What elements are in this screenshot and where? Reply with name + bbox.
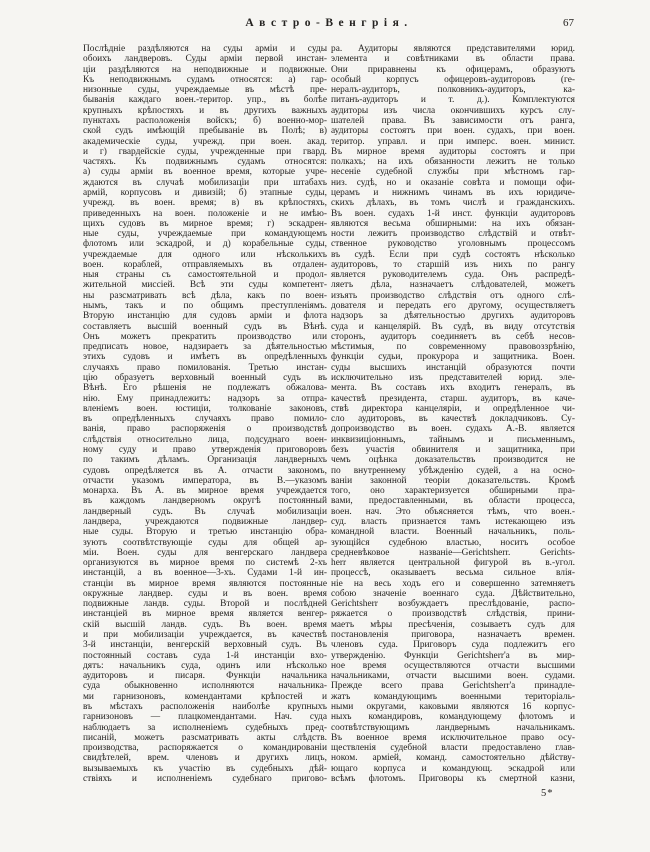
text-line: ландвера, учреждаются подвижные ландвер- (83, 516, 327, 527)
text-line: мѣстимыя, по современному правовоззрѣнію, (331, 342, 575, 353)
text-line: ющаго корпуса и командующ. эскадрой или (331, 763, 575, 774)
text-line: нымъ, такъ и по общимъ преступленіямъ. (83, 301, 327, 312)
text-line: организуются въ мирное время по системѣ 2-хъ (83, 558, 327, 569)
text-line: этихъ судовъ и имѣетъ въ опредѣленныхъ (83, 352, 327, 363)
text-line: судовъ опредѣляется въ А. отчасти закономъ, (83, 465, 327, 476)
text-line: отчасти указомъ императора, въ В.—указомъ (83, 475, 327, 486)
text-line: инстанціей въ мирное время является венгер- (83, 609, 327, 620)
text-line: жительной миссіей. Всѣ эти суды компетент- (83, 280, 327, 291)
text-line: аудиторовъ и писаря. Функціи начальника (83, 671, 327, 682)
text-line: элемента и совѣтниками въ области права. (331, 54, 575, 65)
text-line: низ. судѣ, но и оказаніе совѣта и помощи офи- (331, 177, 575, 188)
text-line: частяхъ. Къ подвижнымъ судамъ относятся: (83, 157, 327, 168)
text-line: низонные суды, учреждаемые въ мѣстѣ пре- (83, 85, 327, 96)
page-header-title: Австро-Венгрія. (245, 17, 413, 29)
text-line: ное время осуществляются отчасти высшими (331, 660, 575, 671)
text-line: инквизиціоннымъ, тайнымъ и письменнымъ, (331, 434, 575, 445)
text-line: Послѣдніе раздѣляются на суды арміи и суды (83, 44, 327, 54)
text-line: вленіемъ воен. юстиціи, толкованіе законовъ, (83, 403, 327, 414)
text-line: монарха. Въ А. въ мирное время учреждается (83, 486, 327, 497)
text-line: обоихъ ландверовъ. Суды арміи первой инстан- (83, 54, 327, 65)
text-line: скій высшій ландв. судъ. Въ воен. время (83, 619, 327, 630)
text-line: того, оно характеризуется обширными пра- (331, 486, 575, 497)
text-line: академическіе суды, учрежд. при воен. акад. (83, 136, 327, 147)
text-line: ные суды. Вторую и третью инстанцію обра- (83, 527, 327, 538)
text-line: вызываемыхъ къ участію въ судебныхъ дѣй- (83, 763, 327, 774)
text-line: ствѣ директора канцеляріи, и опредѣленное чи- (331, 403, 575, 414)
text-line: Въ военное время исключительное право осу- (331, 732, 575, 743)
text-line: изъять производство слѣдствія отъ одного слѣ- (331, 290, 575, 301)
text-line: нералъ-аудиторъ, полковникъ-аудиторъ, ка- (331, 85, 575, 96)
page-number: 67 (563, 17, 574, 29)
text-line: составляетъ высшій военный судъ въ Вѣнѣ. (83, 321, 327, 332)
text-line: качествѣ президента, старш. аудиторъ, въ каче- (331, 393, 575, 404)
text-line: церамъ и нижнимъ чинамъ въ ихъ юридиче- (331, 187, 575, 198)
text-line: соотвѣтствующимъ ландвернымъ начальникамъ. (331, 722, 575, 733)
text-line: быванія каждаго воен.-територ. упр., въ болѣе (83, 95, 327, 106)
text-line: членовъ суда. Приговоръ суда подлежитъ его (331, 640, 575, 651)
text-line: суда обыкновенно исполняются начальника- (83, 681, 327, 692)
text-line: зующійся судебною властью, носитъ особое (331, 537, 575, 548)
text-line: аудиторы состоятъ при воен. судахъ, при воен. (331, 126, 575, 137)
text-line: ми гарнизоновъ, комендантами крѣпостей и (83, 691, 327, 702)
text-line: аудиторы изъ числа окончившихъ курсъ слу- (331, 105, 575, 116)
text-line: ными округами, каковыми являются 16 корпус- (331, 702, 575, 712)
text-line: учрежд. въ воен. время; в) въ крѣпостяхъ, (83, 198, 327, 209)
text-column-right (331, 44, 575, 784)
text-line: ноком. арміей, команд. самостоятельно дѣйству- (331, 753, 575, 764)
text-line: является руководителемъ суда. Онъ распредѣ- (331, 270, 575, 281)
text-line: постоянный составъ суда 1-й инстанціи вхо- (83, 650, 327, 661)
text-line: слѣдствія относительно лица, подсуднаго воен- (83, 434, 327, 445)
text-line: Они приравнены къ офицерамъ, образуютъ (331, 64, 575, 75)
text-line: мента. Въ составъ ихъ входитъ генералъ, въ (331, 383, 575, 394)
text-line: исключительно изъ представителей юрид. эле- (331, 373, 575, 383)
text-line: аудиторовъ, то старшій изъ нихъ по рангу (331, 259, 575, 270)
text-line: ному суду и право утвержденія приговоровъ (83, 444, 327, 455)
text-line: процессѣ, оказываетъ весьма сильное влія- (331, 568, 575, 579)
text-line: подвижные ландв. суды. Второй и послѣдней (83, 599, 327, 610)
text-column-left (83, 44, 327, 784)
text-line: ныхъ командировъ, командующему флотомъ и (331, 712, 575, 723)
text-line: міи. Воен. суды для венгерскаго ландвера (83, 547, 327, 558)
text-line: являются весьма обширными: на ихъ обязан- (331, 218, 575, 229)
text-line: командной власти. Военный начальникъ, поль- (331, 527, 575, 538)
text-line: свидѣтелей, врем. членовъ и другихъ лицъ, (83, 753, 327, 764)
text-line: вами, предоставленными, въ области процесса, (331, 496, 575, 507)
text-line: ждаются въ случаѣ мобилизаціи при штабахъ (83, 177, 327, 188)
text-line: жатъ командующимъ военными територіаль- (331, 691, 575, 702)
text-line: въ каждомъ ландверномъ округѣ постоянный (83, 496, 327, 507)
text-line: територ. управл. и при имперс. воен. минист. (331, 136, 575, 147)
text-line: воен. нач. Это объясняется тѣмъ, что воен.- (331, 506, 575, 517)
text-line: ныя страны съ самостоятельной и продол- (83, 270, 327, 281)
text-line: Gerichtsherr возбуждаетъ преслѣдованіе, распо- (331, 599, 575, 610)
text-line: крупныхъ крѣпостяхъ и въ другихъ важныхъ (83, 105, 327, 116)
text-line: и при мобилизаціи учреждается, въ качествѣ (83, 630, 327, 641)
text-line: питанъ-аудиторъ и т. д.). Комплектуются (331, 95, 575, 106)
text-line: по такимъ дѣламъ. Организація ландверныхъ (83, 455, 327, 466)
text-line: въ судѣ. Если при судѣ состоятъ нѣсколько (331, 249, 575, 260)
signature-mark: 5* (541, 788, 554, 799)
text-line: случаяхъ право помилованія. Третью инстан- (83, 362, 327, 373)
text-line: собою значеніе военнаго суда. Дѣйствительно, (331, 588, 575, 599)
text-line: окружные ландвер. суды и въ воен. время (83, 588, 327, 599)
text-line: производства, распоряжается о командированіи (83, 743, 327, 754)
text-line: дователя и передать его другому, осуществляетъ (331, 301, 575, 312)
text-line: ные суды, учреждаемые при командующемъ (83, 229, 327, 240)
text-line: ландверный судъ. Въ случаѣ мобилизаціи (83, 506, 327, 517)
text-line: писаній, можетъ разсматривать акты слѣдств. (83, 732, 327, 743)
text-line: сло аудиторовъ, въ качествѣ докладчиковъ. Су- (331, 414, 575, 425)
text-line: щихъ судовъ въ мирное время; г) эскадрен- (83, 218, 327, 229)
text-line: безъ участія обвинителя и защитника, при (331, 444, 575, 455)
text-line: наблюдаетъ за исполненіемъ судебныхъ пред- (83, 722, 327, 733)
text-line: учреждаемые для одного или нѣсколькихъ (83, 249, 327, 260)
text-line: скихъ дѣлахъ, въ томъ числѣ и гражданскихъ. (331, 198, 575, 209)
text-line: приведенныхъ на воен. положеніе и не имѣю- (83, 208, 327, 219)
text-line: постановленія приговора, назначаетъ времен. (331, 630, 575, 641)
text-line: Вторую инстанцію для судовъ арміи и флота (83, 311, 327, 322)
text-line: ціи раздѣляются на неподвижные и подвижные. (83, 64, 327, 75)
text-line: herr является центральной фигурой въ в.-угол. (331, 558, 575, 569)
text-line: всѣмъ флотомъ. Приговоры къ смертной казни, (331, 773, 575, 784)
text-line: ности лежитъ производство слѣдствій и отвѣт- (331, 229, 575, 240)
text-line: ніе на весь ходъ его и совершенно затемняетъ (331, 578, 575, 589)
text-line: ваніи законной теоріи доказательствъ. Кромѣ (331, 475, 575, 486)
text-line: цію образуетъ верховный военный судъ въ (83, 373, 327, 383)
text-line: ванія, право распоряженія о производствѣ (83, 424, 327, 435)
text-line: утвержденію. Функціи Gerichtsherr'а въ мир- (331, 650, 575, 661)
text-line: 3-й инстанціи, венгерскій верховный судъ. Въ (83, 640, 327, 651)
text-line: армій, корпусовъ и дивизій; б) этапные суды, (83, 187, 327, 198)
text-line: функціи судьи, прокурора и защитника. Воен. (331, 352, 575, 363)
text-line: ляетъ дѣла, назначаетъ слѣдователей, можетъ (331, 280, 575, 291)
text-line: суд. власть признается тамъ истекающею изъ (331, 516, 575, 527)
text-line: нію. Ему принадлежитъ: надзоръ за отпра- (83, 393, 327, 404)
text-line: предписать новое, надзираетъ за дѣятельностью (83, 342, 327, 353)
text-line: флотомъ или эскадрой, и д) корабельные суды, (83, 239, 327, 250)
text-line: въ мѣстахъ расположенія наиболѣе крупныхъ (83, 702, 327, 712)
text-line: по внутреннему убѣжденію судей, а на осно- (331, 465, 575, 476)
text-line: чемъ оцѣнка доказательствъ производится не (331, 455, 575, 466)
text-line: Онъ можетъ прекратить производство или (83, 331, 327, 342)
text-line: гарнизоновъ — плацкомендантами. Нач. суда (83, 712, 327, 723)
text-line: ствіяхъ и исполненіемъ судебнаго пригово- (83, 773, 327, 784)
text-line: допроизводство въ воен. судахъ А.-В. является (331, 424, 575, 435)
text-line: суды высшихъ инстанцій образуются почти (331, 362, 575, 373)
text-line: ственное руководство уголовнымъ процессомъ (331, 239, 575, 250)
text-line: ра. Аудиторы являются представителями юрид. (331, 44, 575, 54)
text-line: особый корпусъ офицеровъ-аудиторовъ (ге- (331, 74, 575, 85)
text-line: ществленія судебной власти предоставлено глав- (331, 743, 575, 754)
text-line: несеніе судебной службы при мѣстномъ гар- (331, 167, 575, 178)
text-line: дятъ: начальникъ суда, одинъ или нѣсколько (83, 660, 327, 671)
text-line: Въ мирное время аудиторы состоятъ и при (331, 146, 575, 157)
text-line: средневѣковое названіе—Gerichtsherr. Gerichts- (331, 547, 575, 558)
text-line: шателей права. Въ зависимости отъ ранга, (331, 115, 575, 126)
text-line: начальниками, отчасти высшими воен. судами. (331, 671, 575, 682)
text-line: а) суды арміи въ военное время, которые учре- (83, 167, 327, 178)
text-line: маетъ мѣры пресѣченія, созываетъ судъ для (331, 619, 575, 630)
text-line: зуютъ соотвѣтствующіе суды для общей ар- (83, 537, 327, 548)
text-line: пунктахъ расположенія войскъ; б) военно-мор- (83, 115, 327, 126)
text-line: полкахъ; на ихъ обязанности лежитъ не только (331, 157, 575, 168)
text-line: сторонъ, аудиторъ соединяетъ въ себѣ несов- (331, 331, 575, 342)
text-line: инстанцій, а въ военное—3-хъ. Судами 1-й ин- (83, 568, 327, 579)
text-line: надзоръ за дѣятельностью другихъ аудиторовъ (331, 311, 575, 322)
text-line: Въ воен. судахъ 1-й инст. функціи аудиторовъ (331, 208, 575, 219)
text-line: ны разсматривать всѣ дѣла, какъ по воен- (83, 290, 327, 301)
text-line: въ опредѣленныхъ случаяхъ право помило- (83, 414, 327, 425)
text-line: Вѣнѣ. Его рѣшенія не подлежатъ обжалова- (83, 383, 327, 394)
text-line: Прежде всего права Gerichtsherr'а принадле- (331, 681, 575, 692)
text-line: ряжается о производствѣ слѣдствія, прини- (331, 609, 575, 620)
text-line: суда и канцелярій. Въ судѣ, въ виду отсутствія (331, 321, 575, 332)
text-line: Къ неподвижнымъ судамъ относятся: а) гар- (83, 74, 327, 85)
text-line: станціи въ мирное время являются постоянные (83, 578, 327, 589)
text-line: и г) гвардейскіе суды, учрежденные при гвард. (83, 146, 327, 157)
text-line: воен. кораблей, отправляемыхъ въ отдален- (83, 259, 327, 270)
text-line: ской судъ имѣющій пребываніе въ Полѣ; в) (83, 126, 327, 137)
